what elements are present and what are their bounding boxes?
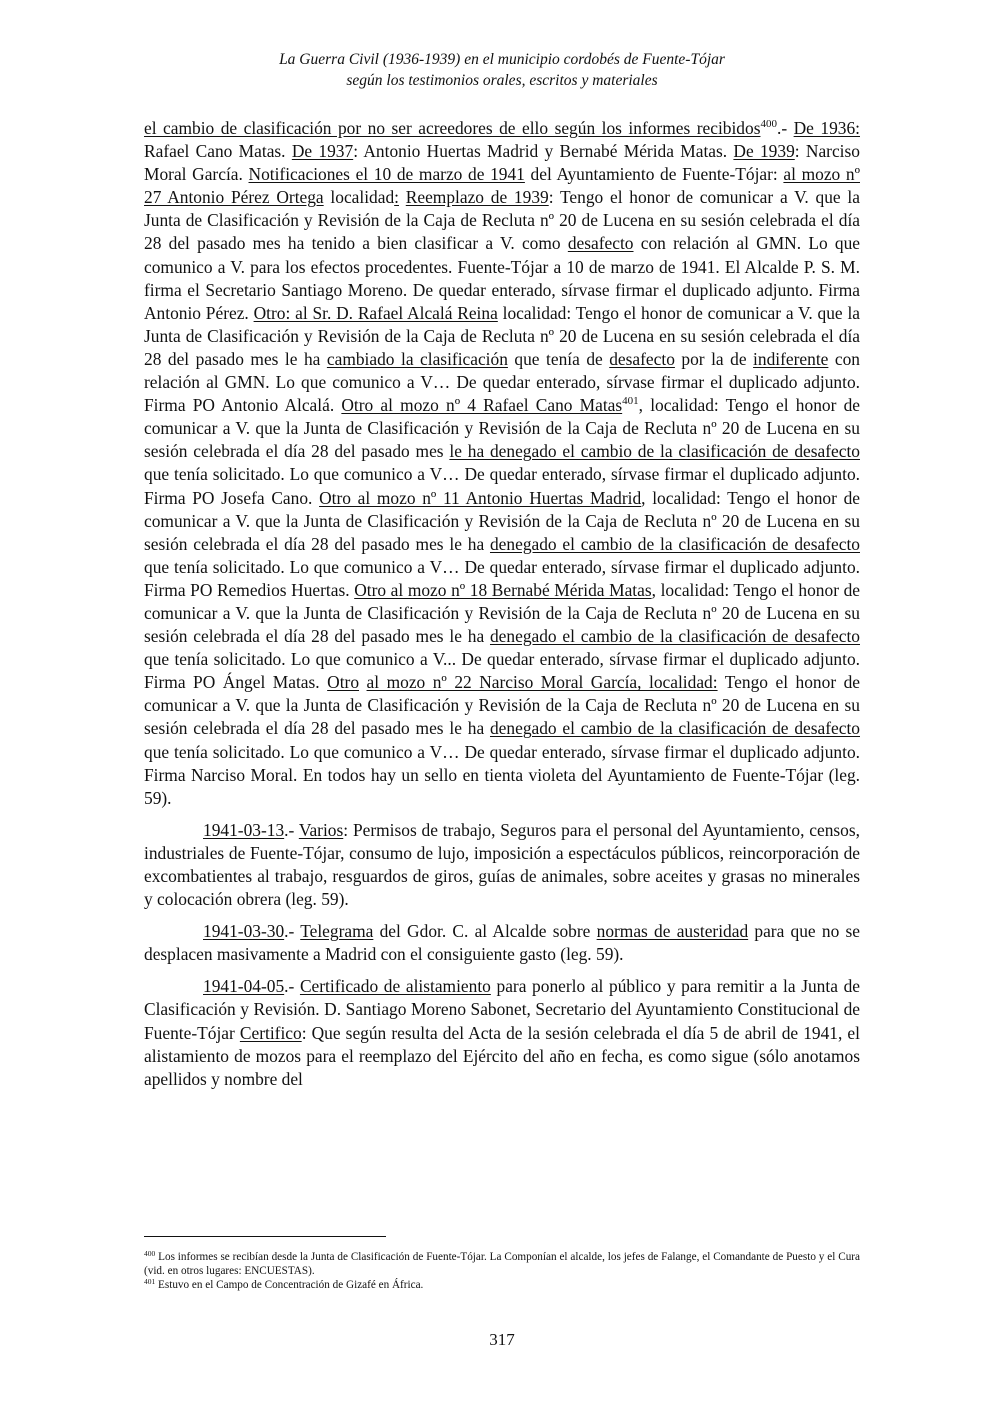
- text-run: [399, 187, 406, 207]
- underlined-text: Reemplazo de 1939: [405, 187, 549, 208]
- text-run: .-: [776, 118, 794, 138]
- underlined-text: De 1936:: [793, 118, 860, 138]
- underlined-text: Otro al mozo nº 11 Antonio Huertas Madrid: [319, 487, 642, 508]
- text-run: : Antonio Huertas Madrid y Bernabé Mérida Matas.: [353, 141, 734, 162]
- paragraph: [144, 117, 860, 810]
- underlined-text: Certifico: [239, 1022, 302, 1043]
- text-run: .-: [284, 819, 299, 840]
- underlined-text: denegado el cambio de la clasificación de desafecto: [489, 533, 860, 554]
- footnote-text: Los informes se recibían desde la Junta de Clasificación de Fuente-Tójar. La Componían el alcalde, los jefes de Falange, el Comandante de Puesto y el Cura (vid. en otros lugares: ENCUESTAS).: [144, 1251, 860, 1277]
- text-run: , localidad: Tengo el honor de comunicar a V. que la Junta de Clasificación y Revisión de la Caja de Recluta nº 20 de Lucena en su sesión celebrada el día 28 del pasado mes: [144, 395, 860, 462]
- footnote-reference: 400: [760, 118, 777, 130]
- text-run: : Tengo el honor de comunicar a V. que la Junta de Clasificación y Revisión de la Caja de Recluta nº 20 de Lucena en su sesión celebrada el día 28 del pasado mes ha tenido a bien clasificar a V. como: [144, 187, 860, 254]
- text-run: que tenía solicitado. Lo que comunico a V… De quedar enterado, sírvase firmar el duplicado adjunto. Firma PO Josefa Cano.: [144, 464, 860, 508]
- text-run: localidad: [323, 187, 395, 208]
- text-run: que tenía de: [507, 348, 610, 369]
- underlined-text: al mozo nº 22 Narciso Moral García, localidad:: [366, 672, 718, 693]
- underlined-text: cambiado la clasificación: [326, 348, 508, 369]
- footnote-reference: 401: [622, 395, 639, 408]
- underlined-text: normas de austeridad: [596, 921, 749, 942]
- text-run: por la de: [674, 348, 754, 369]
- underlined-text: Varios: [298, 819, 344, 840]
- header-title-line-2: según los testimonios orales, escritos y materiales: [346, 72, 658, 89]
- header-title-line-1: La Guerra Civil (1936-1939) en el municipio cordobés de Fuente-Tójar: [279, 51, 725, 68]
- footnote: [144, 1278, 860, 1292]
- underlined-text: :: [394, 187, 399, 208]
- text-run: del Ayuntamiento de Fuente-Tójar:: [524, 164, 784, 185]
- underlined-text: 1941-04-05: [203, 976, 285, 997]
- underlined-text: Otro: al Sr. D. Rafael Alcalá Reina: [253, 302, 498, 323]
- footnote-number: 401: [144, 1277, 156, 1286]
- running-header: [144, 49, 860, 91]
- underlined-text: Otro: [327, 672, 360, 693]
- underlined-text: De 1939: [733, 141, 795, 162]
- underlined-text: denegado el cambio de la clasificación de desafecto: [489, 626, 860, 647]
- text-run: del Gdor. C. al Alcalde sobre: [373, 921, 597, 942]
- underlined-text: denegado el cambio de la clasificación de desafecto: [489, 718, 860, 739]
- paragraph: [144, 920, 860, 966]
- underlined-text: al mozo nº 27 Antonio Pérez Ortega: [144, 164, 860, 208]
- underlined-text: De 1937: [291, 141, 354, 162]
- text-run: que tenía solicitado. Lo que comunico a V... De quedar enterado, sírvase firmar el duplicado adjunto. Firma PO Ángel Matas.: [144, 649, 860, 693]
- text-run: para que no se desplacen masivamente a Madrid con el consiguiente gasto (leg. 59).: [144, 921, 860, 965]
- footnote-separator: [144, 1236, 386, 1237]
- body-text: [144, 117, 860, 1100]
- text-run: que tenía solicitado. Lo que comunico a V… De quedar enterado, sírvase firmar el duplicado adjunto. Firma PO Remedios Huertas.: [144, 556, 860, 600]
- footnote-text: Estuvo en el Campo de Concentración de Gizafé en África.: [155, 1279, 424, 1291]
- underlined-text: 1941-03-13: [203, 819, 285, 840]
- text-run: .-: [284, 921, 301, 942]
- text-run: Rafael Cano Matas.: [144, 141, 292, 162]
- text-run: que tenía solicitado. Lo que comunico a V… De quedar enterado, sírvase firmar el duplicado adjunto. Firma Narciso Moral. En todos hay un sello en tienta violeta del Ayuntamiento de Fuente-Tójar (leg. 59).: [144, 741, 860, 808]
- text-run: : Narciso Moral García.: [144, 141, 860, 185]
- text-run: : Que según resulta del Acta de la sesión celebrada el día 5 de abril de 1941, el alistamiento de mozos para el reemplazo del Ejército del año en fecha, es como sigue (sólo anotamos apellidos y nombre del: [144, 1022, 860, 1089]
- text-run: , localidad: Tengo el honor de comunicar a V. que la Junta de Clasificación y Revisión de la Caja de Recluta nº 20 de Lucena en su sesión celebrada el día 28 del pasado mes le ha: [144, 487, 861, 554]
- underlined-text: indiferente: [753, 348, 829, 369]
- text-run: con relación al GMN. Lo que comunico a V… De quedar enterado, sírvase firmar el duplicado adjunto. Firma PO Antonio Alcalá.: [144, 348, 860, 416]
- underlined-text: Telegrama: [300, 921, 374, 942]
- underlined-text: le ha denegado el cambio de la clasificación de desafecto: [449, 441, 860, 462]
- underlined-text: Otro al mozo nº 4 Rafael Cano Matas: [341, 395, 623, 416]
- text-run: con relación al GMN. Lo que comunico a V. para los efectos procedentes. Fuente-Tójar a 10 de marzo de 1941. El Alcalde P. S. M. firma el Secretario Santiago Moreno. De quedar enterado, sírvase firmar el duplicado adjunto. Firma Antonio Pérez.: [144, 233, 860, 323]
- underlined-text: Notificaciones el 10 de marzo de 1941: [248, 164, 525, 185]
- footnote-number: 400: [144, 1249, 156, 1258]
- footnote: [144, 1250, 860, 1278]
- text-run: .-: [284, 976, 300, 997]
- footnotes: [144, 1250, 860, 1292]
- underlined-text: desafecto: [609, 348, 675, 369]
- underlined-text: 1941-03-30: [203, 921, 285, 942]
- text-run: : Permisos de trabajo, Seguros para el personal del Ayuntamiento, censos, industriales de Fuente-Tójar, consumo de lujo, imposición a espectáculos públicos, reincorporación de excombatientes al trabajo, resguardos de giros, guías de animales, sobre aceites y grasas no minerales y colocación obrera (leg. 59).: [144, 819, 860, 910]
- underlined-text: Otro al mozo nº 18 Bernabé Mérida Matas: [354, 579, 652, 600]
- text-run: localidad: Tengo el honor de comunicar a V. que la Junta de Clasificación y Revisión de la Caja de Recluta nº 20 de Lucena en su sesión celebrada el día 28 del pasado mes le ha: [144, 302, 860, 369]
- underlined-text: desafecto: [567, 233, 634, 254]
- underlined-text: Certificado de alistamiento: [299, 976, 491, 997]
- text-run: Tengo el honor de comunicar a V. que la Junta de Clasificación y Revisión de la Caja de Recluta nº 20 de Lucena en su sesión celebrada el día 28 del pasado mes le ha: [144, 672, 861, 739]
- paragraph: [144, 819, 860, 911]
- text-run: para ponerlo al público y para remitir a la Junta de Clasificación y Revisión. D. Santiago Moreno Sabonet, Secretario del Ayuntamiento Constitucional de Fuente-Tójar: [144, 976, 860, 1043]
- text-run: , localidad: Tengo el honor de comunicar a V. que la Junta de Clasificación y Revisión de la Caja de Recluta nº 20 de Lucena en su sesión celebrada el día 28 del pasado mes le ha: [144, 579, 860, 647]
- paragraph: [144, 975, 860, 1090]
- text-run: [359, 672, 367, 692]
- page-number: 317: [489, 1330, 515, 1349]
- underlined-text: el cambio de clasificación por no ser acreedores de ello según los informes recibidos: [144, 118, 761, 138]
